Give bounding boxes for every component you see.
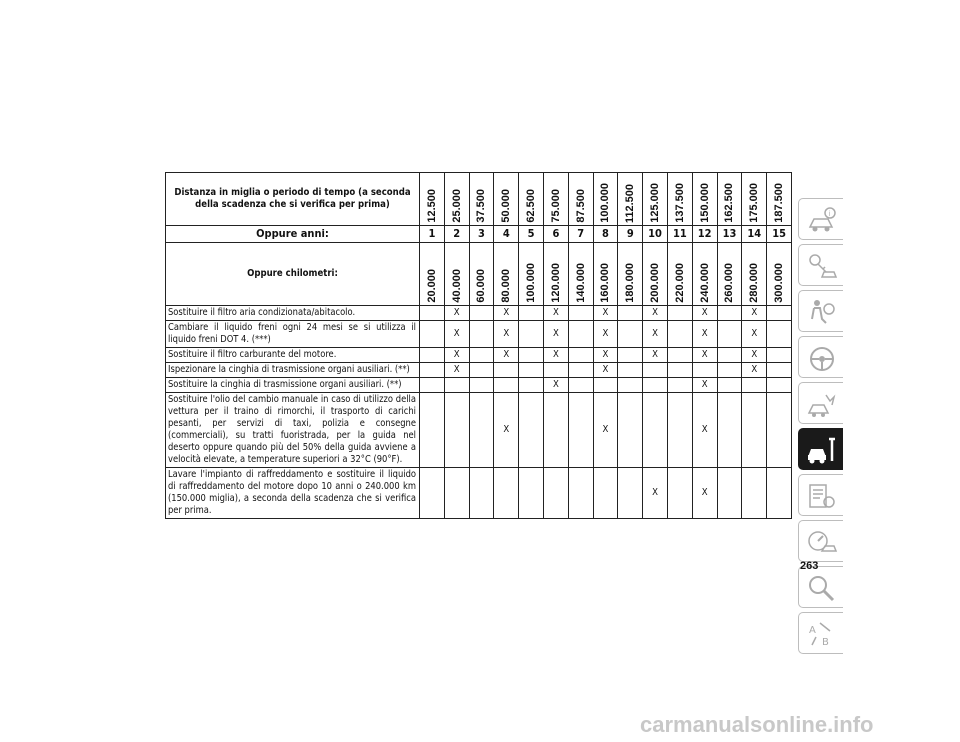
- chapter-tab[interactable]: [798, 382, 843, 424]
- schedule-mark-cell: X: [593, 306, 618, 321]
- schedule-mark-cell: [643, 393, 668, 468]
- miles-cell: [643, 173, 668, 226]
- car-info-icon: [806, 205, 838, 235]
- miles-value: 75.000: [549, 189, 562, 223]
- chapter-tab[interactable]: [798, 290, 843, 332]
- km-cell: [618, 243, 643, 306]
- schedule-mark-cell: [618, 348, 643, 363]
- schedule-mark-cell: [717, 321, 742, 348]
- schedule-mark-cell: X: [692, 468, 717, 519]
- km-cell: [543, 243, 568, 306]
- miles-value: 87.500: [574, 189, 587, 223]
- year-cell: 2: [444, 226, 469, 243]
- schedule-mark-cell: X: [494, 321, 519, 348]
- schedule-mark-cell: [444, 468, 469, 519]
- schedule-mark-cell: X: [643, 348, 668, 363]
- km-label: Oppure chilometri:: [166, 243, 420, 306]
- miles-value: 125.000: [649, 183, 662, 223]
- miles-cell: [742, 173, 767, 226]
- km-row: [166, 243, 792, 306]
- schedule-mark-cell: X: [692, 306, 717, 321]
- schedule-mark-cell: [643, 378, 668, 393]
- maintenance-schedule-table: [165, 172, 792, 519]
- miles-value: 187.500: [773, 183, 786, 223]
- maintenance-item-description: Sostituire il filtro aria condizionata/abitacolo.: [166, 306, 420, 321]
- year-cell: 6: [543, 226, 568, 243]
- schedule-mark-cell: [643, 363, 668, 378]
- km-value: 140.000: [574, 263, 587, 303]
- years-row: [166, 226, 792, 243]
- schedule-mark-cell: [469, 348, 494, 363]
- schedule-mark-cell: X: [742, 348, 767, 363]
- svg-text:A: A: [809, 625, 816, 636]
- miles-value: 162.500: [723, 183, 736, 223]
- schedule-mark-cell: [519, 348, 544, 363]
- miles-cell: [692, 173, 717, 226]
- svg-text:i: i: [828, 210, 831, 218]
- year-cell: 11: [667, 226, 692, 243]
- km-value: 20.000: [425, 269, 438, 303]
- schedule-mark-cell: [420, 393, 445, 468]
- schedule-mark-cell: [717, 468, 742, 519]
- km-value: 280.000: [748, 263, 761, 303]
- years-label: Oppure anni:: [166, 226, 420, 243]
- schedule-mark-cell: [667, 363, 692, 378]
- schedule-mark-cell: [519, 393, 544, 468]
- schedule-mark-cell: X: [692, 378, 717, 393]
- maintenance-item-description: Sostituire l'olio del cambio manuale in caso di utilizzo della vettura per il traino di rimorchi, il trasporto di carichi pesanti, per servizi di taxi, polizia e consegne (commerciali), su tratti fuoristrada, per la guida nel deserto oppure quando più del 50% della guida avviene a velocità elevate, a temperature superiori a 32°C (90°F).: [166, 393, 420, 468]
- km-value: 180.000: [624, 263, 637, 303]
- miles-cell: [593, 173, 618, 226]
- miles-value: 112.500: [624, 183, 637, 223]
- schedule-mark-cell: X: [593, 348, 618, 363]
- schedule-mark-cell: [568, 468, 593, 519]
- page-number: 263: [800, 560, 819, 572]
- miles-cell: [543, 173, 568, 226]
- schedule-mark-cell: [444, 378, 469, 393]
- schedule-mark-cell: X: [444, 348, 469, 363]
- schedule-mark-cell: [469, 306, 494, 321]
- schedule-mark-cell: X: [692, 348, 717, 363]
- km-value: 120.000: [549, 263, 562, 303]
- miles-header-label: Distanza in miglia o periodo di tempo (a seconda della scadenza che si verifica per prima): [166, 173, 420, 226]
- car-service-wrench-icon: [806, 435, 838, 465]
- schedule-mark-cell: [420, 363, 445, 378]
- km-cell: [519, 243, 544, 306]
- km-value: 80.000: [500, 269, 513, 303]
- svg-text:B: B: [822, 637, 829, 648]
- km-cell: [692, 243, 717, 306]
- table-row: [166, 363, 792, 378]
- maintenance-item-description: Sostituire la cinghia di trasmissione organi ausiliari. (**): [166, 378, 420, 393]
- chapter-tab[interactable]: [798, 336, 843, 378]
- schedule-mark-cell: [494, 378, 519, 393]
- km-cell: [593, 243, 618, 306]
- schedule-mark-cell: [692, 363, 717, 378]
- miles-value: 12.500: [425, 189, 438, 223]
- schedule-mark-cell: [593, 378, 618, 393]
- year-cell: 5: [519, 226, 544, 243]
- schedule-mark-cell: X: [643, 468, 668, 519]
- maintenance-item-description: Sostituire il filtro carburante del motore.: [166, 348, 420, 363]
- schedule-mark-cell: X: [543, 348, 568, 363]
- schedule-mark-cell: [519, 321, 544, 348]
- miles-value: 50.000: [500, 189, 513, 223]
- schedule-mark-cell: [420, 468, 445, 519]
- schedule-mark-cell: [667, 321, 692, 348]
- year-cell: 7: [568, 226, 593, 243]
- schedule-mark-cell: X: [643, 321, 668, 348]
- schedule-mark-cell: [618, 378, 643, 393]
- miles-cell: [618, 173, 643, 226]
- service-schedule-icon: [806, 481, 838, 511]
- seatbelt-airbag-icon: [806, 297, 838, 327]
- schedule-mark-cell: [519, 468, 544, 519]
- schedule-mark-cell: [667, 378, 692, 393]
- schedule-mark-cell: [717, 348, 742, 363]
- km-value: 260.000: [723, 263, 736, 303]
- schedule-mark-cell: [420, 348, 445, 363]
- schedule-mark-cell: X: [742, 363, 767, 378]
- schedule-mark-cell: [767, 393, 792, 468]
- km-cell: [444, 243, 469, 306]
- schedule-mark-cell: X: [543, 378, 568, 393]
- miles-value: 175.000: [748, 183, 761, 223]
- chapter-tab[interactable]: [798, 198, 843, 240]
- miles-cell: [519, 173, 544, 226]
- km-cell: [469, 243, 494, 306]
- km-cell: [742, 243, 767, 306]
- schedule-mark-cell: [618, 468, 643, 519]
- schedule-mark-cell: [767, 378, 792, 393]
- schedule-mark-cell: [469, 321, 494, 348]
- miles-header-row: [166, 173, 792, 226]
- km-value: 100.000: [525, 263, 538, 303]
- schedule-mark-cell: [568, 363, 593, 378]
- year-cell: 1: [420, 226, 445, 243]
- schedule-mark-cell: [469, 468, 494, 519]
- km-value: 200.000: [649, 263, 662, 303]
- schedule-mark-cell: [519, 363, 544, 378]
- chapter-tab[interactable]: [798, 566, 843, 608]
- km-cell: [568, 243, 593, 306]
- schedule-mark-cell: [494, 363, 519, 378]
- chapter-tab[interactable]: [798, 520, 843, 562]
- schedule-mark-cell: X: [543, 306, 568, 321]
- schedule-mark-cell: [767, 363, 792, 378]
- schedule-mark-cell: [667, 348, 692, 363]
- schedule-mark-cell: [469, 363, 494, 378]
- schedule-mark-cell: X: [494, 348, 519, 363]
- schedule-mark-cell: [568, 348, 593, 363]
- year-cell: 15: [767, 226, 792, 243]
- schedule-mark-cell: [717, 363, 742, 378]
- table-row: [166, 378, 792, 393]
- schedule-mark-cell: [618, 363, 643, 378]
- schedule-mark-cell: [618, 306, 643, 321]
- km-cell: [767, 243, 792, 306]
- km-value: 240.000: [698, 263, 711, 303]
- schedule-mark-cell: [420, 306, 445, 321]
- chapter-tab[interactable]: [798, 428, 843, 470]
- km-cell: [717, 243, 742, 306]
- table-row: [166, 306, 792, 321]
- schedule-mark-cell: X: [593, 393, 618, 468]
- search-index-icon: [806, 573, 838, 603]
- schedule-mark-cell: X: [543, 321, 568, 348]
- km-cell: [667, 243, 692, 306]
- schedule-mark-cell: [543, 468, 568, 519]
- miles-cell: [420, 173, 445, 226]
- schedule-mark-cell: X: [692, 393, 717, 468]
- miles-value: 25.000: [450, 189, 463, 223]
- schedule-mark-cell: [543, 393, 568, 468]
- schedule-mark-cell: [543, 363, 568, 378]
- miles-value: 137.500: [673, 183, 686, 223]
- km-value: 220.000: [673, 263, 686, 303]
- miles-cell: [767, 173, 792, 226]
- schedule-mark-cell: X: [742, 306, 767, 321]
- year-cell: 9: [618, 226, 643, 243]
- km-value: 40.000: [450, 269, 463, 303]
- table-row: [166, 468, 792, 519]
- schedule-mark-cell: X: [444, 363, 469, 378]
- schedule-mark-cell: [593, 468, 618, 519]
- schedule-mark-cell: [667, 306, 692, 321]
- schedule-mark-cell: [469, 378, 494, 393]
- miles-value: 62.500: [525, 189, 538, 223]
- schedule-mark-cell: [519, 306, 544, 321]
- miles-value: 37.500: [475, 189, 488, 223]
- km-cell: [494, 243, 519, 306]
- miles-cell: [469, 173, 494, 226]
- miles-cell: [717, 173, 742, 226]
- table-row: [166, 321, 792, 348]
- schedule-mark-cell: X: [692, 321, 717, 348]
- schedule-mark-cell: [420, 321, 445, 348]
- maintenance-item-description: Lavare l'impianto di raffreddamento e sostituire il liquido di raffreddamento del motore dopo 10 anni o 240.000 km (150.000 miglia), a seconda della scadenza che si verifica per prima.: [166, 468, 420, 519]
- chapter-tab[interactable]: [798, 612, 843, 654]
- schedule-mark-cell: [667, 468, 692, 519]
- schedule-mark-cell: [742, 393, 767, 468]
- schedule-mark-cell: [494, 468, 519, 519]
- schedule-mark-cell: [568, 378, 593, 393]
- schedule-mark-cell: [767, 468, 792, 519]
- km-value: 300.000: [773, 263, 786, 303]
- chapter-tabs-sidebar: [798, 198, 843, 658]
- keys-car-icon: [806, 251, 838, 281]
- schedule-mark-cell: [667, 393, 692, 468]
- table-row: [166, 348, 792, 363]
- steering-wheel-icon: [806, 343, 838, 373]
- schedule-mark-cell: [618, 321, 643, 348]
- schedule-mark-cell: X: [444, 321, 469, 348]
- year-cell: 12: [692, 226, 717, 243]
- miles-value: 150.000: [698, 183, 711, 223]
- schedule-mark-cell: X: [643, 306, 668, 321]
- chapter-tab[interactable]: [798, 244, 843, 286]
- car-crash-icon: [806, 389, 838, 419]
- schedule-mark-cell: X: [742, 321, 767, 348]
- watermark: carmanualsonline.info: [640, 712, 874, 737]
- schedule-mark-cell: [568, 393, 593, 468]
- km-cell: [420, 243, 445, 306]
- schedule-mark-cell: [420, 378, 445, 393]
- chapter-tab[interactable]: [798, 474, 843, 516]
- km-value: 60.000: [475, 269, 488, 303]
- schedule-mark-cell: [444, 393, 469, 468]
- schedule-mark-cell: [742, 468, 767, 519]
- languages-icon: [806, 619, 838, 649]
- maintenance-item-description: Ispezionare la cinghia di trasmissione organi ausiliari. (**): [166, 363, 420, 378]
- miles-cell: [568, 173, 593, 226]
- schedule-mark-cell: X: [593, 363, 618, 378]
- miles-cell: [494, 173, 519, 226]
- year-cell: 3: [469, 226, 494, 243]
- year-cell: 14: [742, 226, 767, 243]
- year-cell: 13: [717, 226, 742, 243]
- specifications-gauge-icon: [806, 527, 838, 557]
- schedule-mark-cell: [469, 393, 494, 468]
- km-cell: [643, 243, 668, 306]
- year-cell: 4: [494, 226, 519, 243]
- schedule-mark-cell: [767, 348, 792, 363]
- year-cell: 8: [593, 226, 618, 243]
- schedule-mark-cell: [717, 378, 742, 393]
- schedule-mark-cell: [717, 306, 742, 321]
- schedule-mark-cell: [767, 321, 792, 348]
- miles-cell: [444, 173, 469, 226]
- schedule-mark-cell: X: [444, 306, 469, 321]
- maintenance-item-description: Cambiare il liquido freni ogni 24 mesi se si utilizza il liquido freni DOT 4. (***): [166, 321, 420, 348]
- schedule-mark-cell: [742, 378, 767, 393]
- year-cell: 10: [643, 226, 668, 243]
- schedule-mark-cell: [568, 321, 593, 348]
- schedule-mark-cell: [618, 393, 643, 468]
- schedule-mark-cell: [767, 306, 792, 321]
- table-row: [166, 393, 792, 468]
- km-value: 160.000: [599, 263, 612, 303]
- schedule-mark-cell: [717, 393, 742, 468]
- miles-value: 100.000: [599, 183, 612, 223]
- miles-cell: [667, 173, 692, 226]
- schedule-mark-cell: X: [494, 306, 519, 321]
- schedule-mark-cell: X: [494, 393, 519, 468]
- schedule-mark-cell: X: [593, 321, 618, 348]
- schedule-mark-cell: [568, 306, 593, 321]
- schedule-mark-cell: [519, 378, 544, 393]
